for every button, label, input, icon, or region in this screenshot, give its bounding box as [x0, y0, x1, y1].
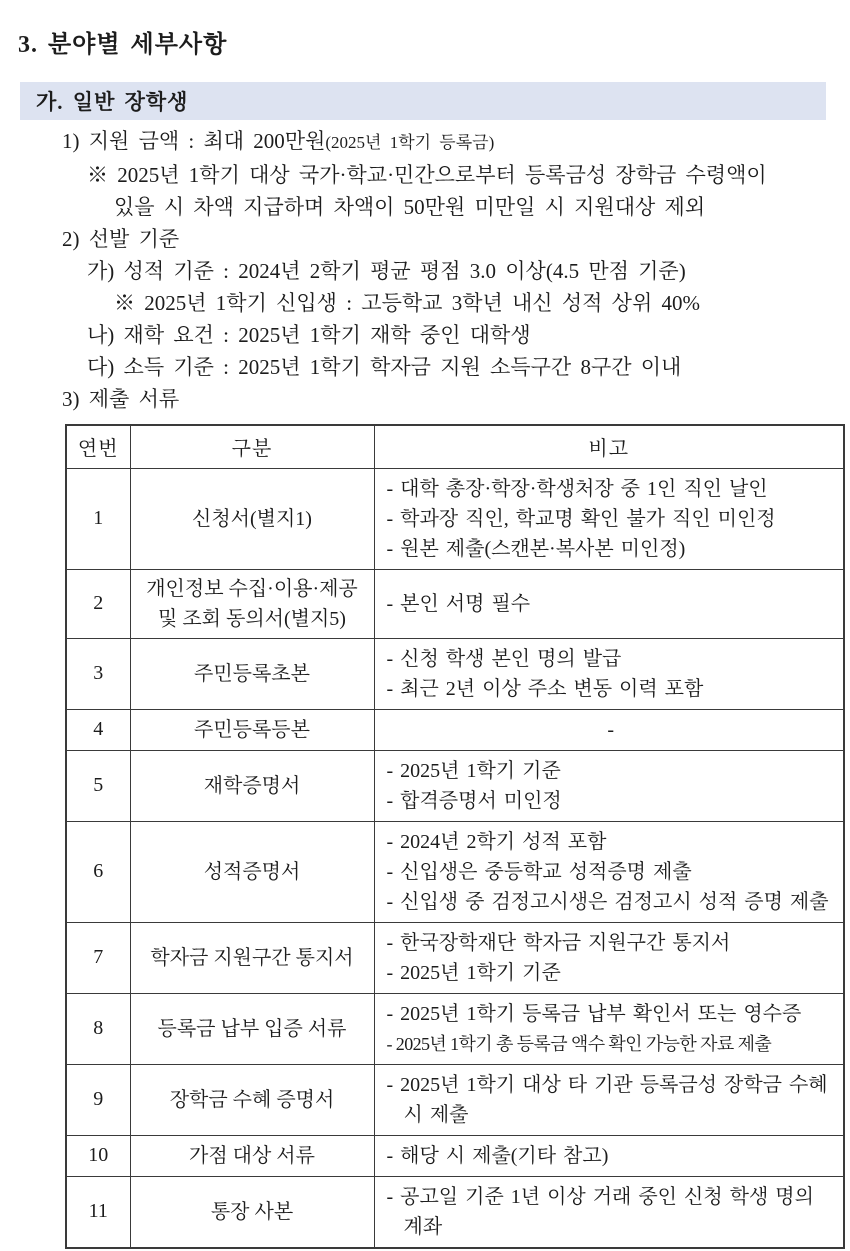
row-number-cell: 7	[66, 922, 130, 993]
remark-line: - 최근 2년 이상 주소 변동 이력 포함	[386, 677, 704, 700]
remarks-cell	[374, 709, 844, 750]
remarks-cell	[374, 569, 844, 638]
intro-line-small-text: (2025년 1학기 등록금)	[325, 133, 495, 152]
category-cell: 주민등록등본	[130, 709, 374, 750]
remark-line: - 한국장학재단 학자금 지원구간 통지서	[386, 931, 731, 954]
row-number-cell: 8	[66, 993, 130, 1064]
remark-line: - 신입생 중 검정고시생은 검정고시 성적 증명 제출	[386, 890, 829, 913]
row-number-cell: 1	[66, 468, 130, 569]
col-header-number: 연번	[66, 425, 130, 468]
category-cell: 장학금 수혜 증명서	[130, 1064, 374, 1135]
remark-line: - 본인 서명 필수	[386, 592, 531, 615]
intro-line: ※ 2025년 1학기 대상 국가·학교·민간으로부터 등록금성 장학금 수령액이	[87, 163, 767, 187]
table-row	[66, 468, 844, 569]
row-number-cell: 3	[66, 638, 130, 709]
table-row	[66, 709, 844, 750]
remark-line: - 공고일 기준 1년 이상 거래 중인 신청 학생 명의 계좌	[386, 1185, 814, 1238]
intro-line: 다) 소득 기준 : 2025년 1학기 학자금 지원 소득구간 8구간 이내	[87, 355, 682, 379]
row-number-cell: 11	[66, 1176, 130, 1248]
table-row	[66, 821, 844, 922]
table-row	[66, 1064, 844, 1135]
remark-line: - 학과장 직인, 학교명 확인 불가 직인 미인정	[386, 507, 776, 530]
row-number-cell: 10	[66, 1135, 130, 1176]
remarks-cell	[374, 638, 844, 709]
required-documents-table	[65, 424, 845, 1249]
col-header-category: 구분	[130, 425, 374, 468]
remarks-cell	[374, 468, 844, 569]
section-header-bar	[20, 82, 826, 120]
intro-outline-list	[0, 125, 850, 415]
remark-line: - 2025년 1학기 총 등록금 액수 확인 가능한 자료 제출	[386, 1033, 772, 1054]
remark-line: - 2025년 1학기 기준	[386, 759, 561, 782]
row-number-cell: 4	[66, 709, 130, 750]
intro-line: ※ 2025년 1학기 신입생 : 고등학교 3학년 내신 성적 상위 40%	[114, 291, 700, 315]
category-cell: 통장 사본	[130, 1176, 374, 1248]
remarks-cell	[374, 1135, 844, 1176]
remark-line: - 대학 총장·학장·학생처장 중 1인 직인 날인	[386, 477, 768, 500]
remark-line: - 신입생은 중등학교 성적증명 제출	[386, 860, 692, 883]
intro-line: 나) 재학 요건 : 2025년 1학기 재학 중인 대학생	[87, 323, 531, 347]
table-row	[66, 993, 844, 1064]
remarks-cell	[374, 821, 844, 922]
table-row	[66, 1135, 844, 1176]
remark-line: - 2025년 1학기 대상 타 기관 등록금성 장학금 수혜 시 제출	[386, 1073, 828, 1126]
intro-line: 1) 지원 금액 : 최대 200만원(2025년 1학기 등록금)	[62, 129, 495, 153]
remark-line: - 원본 제출(스캔본·복사본 미인정)	[386, 537, 686, 560]
table-header-row	[66, 425, 844, 468]
category-cell: 신청서(별지1)	[130, 468, 374, 569]
remark-line: -	[607, 718, 615, 741]
row-number-cell: 6	[66, 821, 130, 922]
remark-line: - 2024년 2학기 성적 포함	[386, 830, 607, 853]
intro-line: 3) 제출 서류	[62, 387, 180, 411]
col-header-remarks: 비고	[374, 425, 844, 468]
table-body	[66, 468, 844, 1248]
table-row	[66, 922, 844, 993]
intro-line: 2) 선발 기준	[62, 227, 180, 251]
section-header-label: 가. 일반 장학생	[36, 90, 189, 114]
intro-line: 가) 성적 기준 : 2024년 2학기 평균 평점 3.0 이상(4.5 만점 기준)	[87, 259, 686, 283]
table-row	[66, 750, 844, 821]
row-number-cell: 2	[66, 569, 130, 638]
remark-line: - 합격증명서 미인정	[386, 789, 562, 812]
category-cell: 재학증명서	[130, 750, 374, 821]
document-page	[0, 24, 850, 1249]
remark-line: - 2025년 1학기 등록금 납부 확인서 또는 영수증	[386, 1002, 802, 1025]
category-cell: 개인정보 수집·이용·제공 및 조회 동의서(별지5)	[130, 569, 374, 638]
row-number-cell: 5	[66, 750, 130, 821]
category-cell: 성적증명서	[130, 821, 374, 922]
remark-line: - 해당 시 제출(기타 참고)	[386, 1144, 609, 1167]
remarks-cell	[374, 922, 844, 993]
intro-line: 있을 시 차액 지급하며 차액이 50만원 미만일 시 지원대상 제외	[114, 195, 706, 219]
table-row	[66, 569, 844, 638]
category-cell: 주민등록초본	[130, 638, 374, 709]
remarks-cell	[374, 750, 844, 821]
table-row	[66, 638, 844, 709]
remark-line: - 신청 학생 본인 명의 발급	[386, 647, 622, 670]
table-row	[66, 1176, 844, 1248]
page-title: 3. 분야별 세부사항	[18, 32, 228, 58]
remark-line: - 2025년 1학기 기준	[386, 961, 561, 984]
remarks-cell	[374, 1064, 844, 1135]
row-number-cell: 9	[66, 1064, 130, 1135]
remarks-cell	[374, 993, 844, 1064]
category-cell: 가점 대상 서류	[130, 1135, 374, 1176]
remarks-cell	[374, 1176, 844, 1248]
category-cell: 학자금 지원구간 통지서	[130, 922, 374, 993]
category-cell: 등록금 납부 입증 서류	[130, 993, 374, 1064]
